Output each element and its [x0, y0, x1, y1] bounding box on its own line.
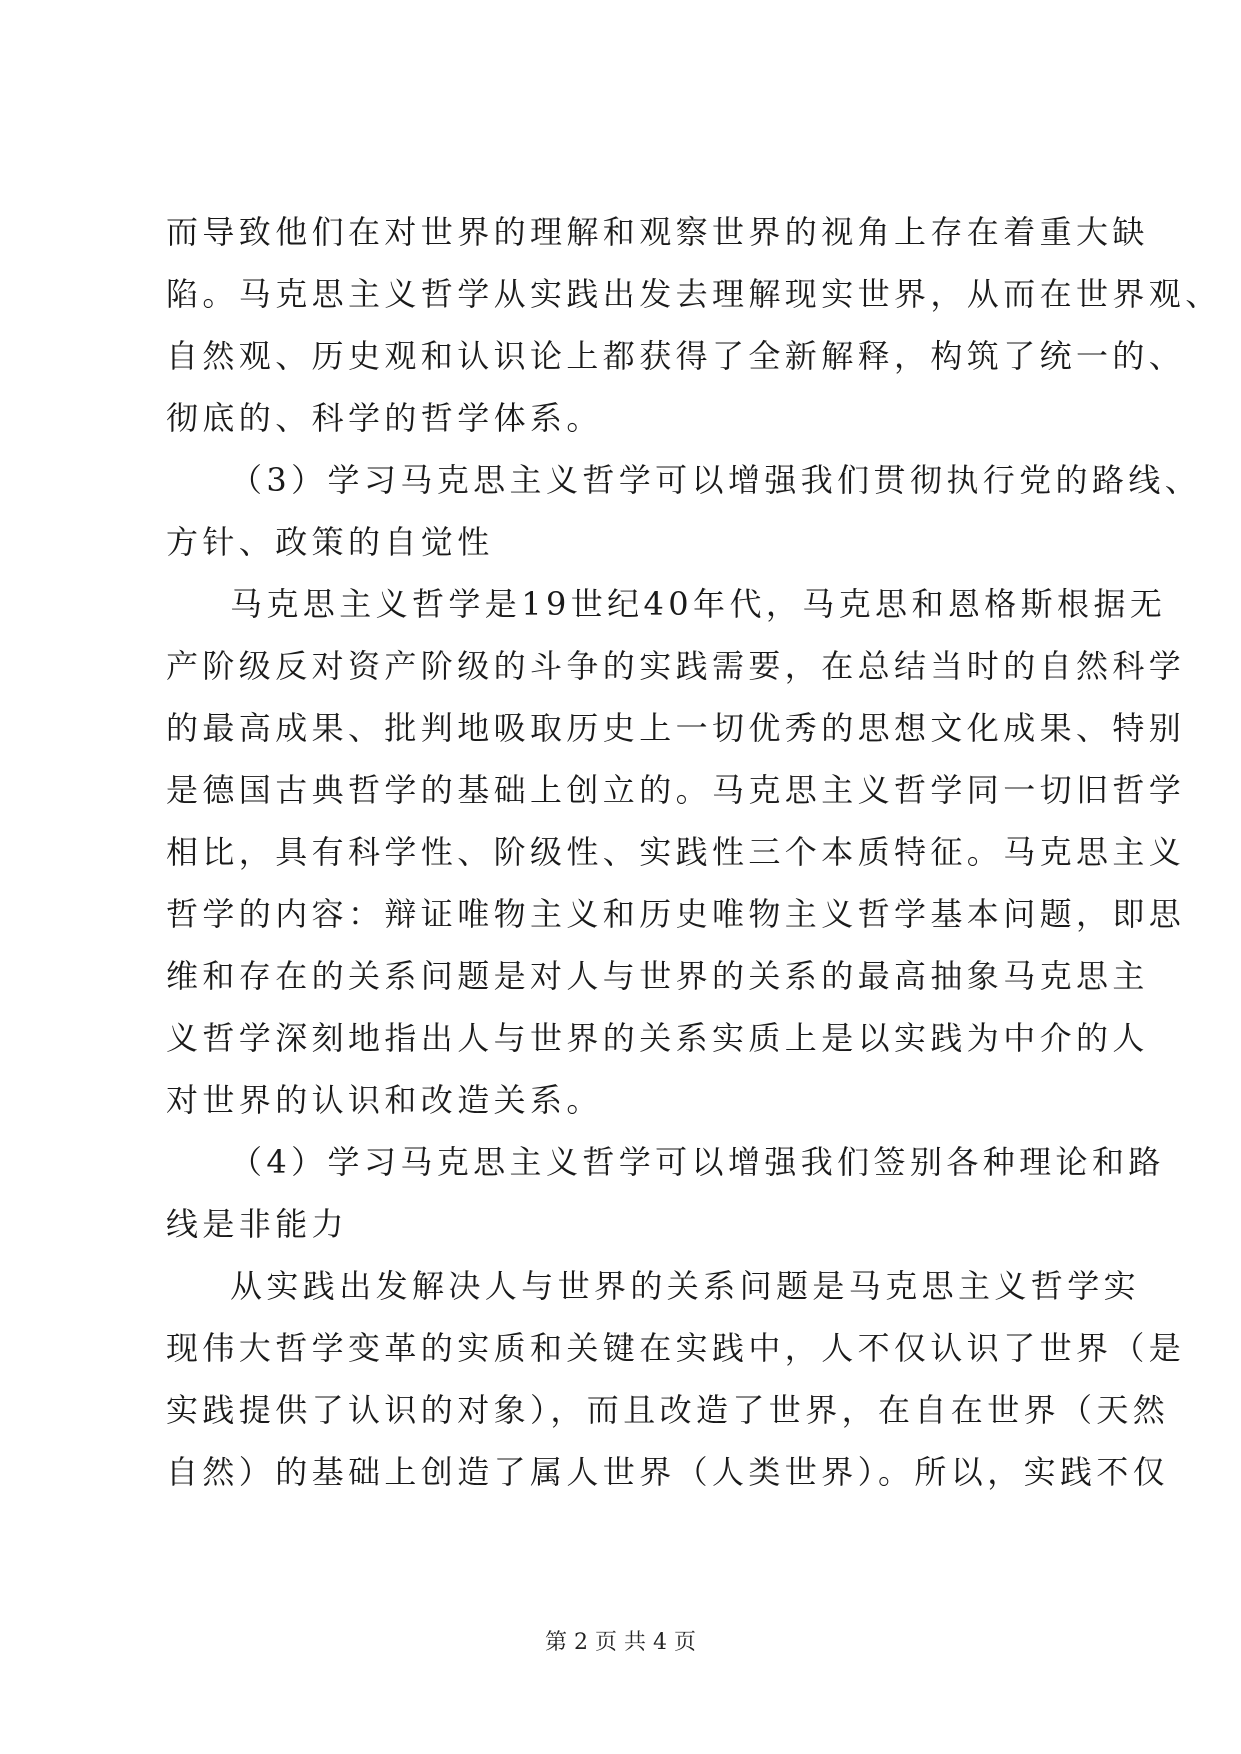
text-line: 陷。马克思主义哲学从实践出发去理解现实世界，从而在世界观、: [166, 275, 1222, 313]
text-line: 实践提供了认识的对象），而且改造了世界，在自在世界（天然: [166, 1391, 1170, 1429]
text-line: 维和存在的关系问题是对人与世界的关系的最高抽象马克思主: [166, 957, 1149, 995]
text-line: 相比，具有科学性、阶级性、实践性三个本质特征。马克思主义: [166, 833, 1186, 871]
section-heading-4: （4）学习马克思主义哲学可以增强我们签别各种理论和路: [230, 1143, 1165, 1181]
section-heading-3: （3）学习马克思主义哲学可以增强我们贯彻执行党的路线、: [230, 461, 1202, 499]
page-number-footer: 第 2 页 共 4 页: [545, 1630, 696, 1655]
text-line: 产阶级反对资产阶级的斗争的实践需要，在总结当时的自然科学: [166, 647, 1186, 685]
text-line: 对世界的认识和改造关系。: [166, 1081, 603, 1119]
text-line: 自然）的基础上创造了属人世界（人类世界）。所以，实践不仅: [166, 1453, 1170, 1491]
section-heading-4-cont: 线是非能力: [166, 1205, 349, 1243]
text-line: 现伟大哲学变革的实质和关键在实践中，人不仅认识了世界（是: [166, 1329, 1186, 1367]
paragraph-start: 马克思主义哲学是19世纪40年代，马克思和恩格斯根据无: [230, 585, 1167, 623]
text-line: 是德国古典哲学的基础上创立的。马克思主义哲学同一切旧哲学: [166, 771, 1186, 809]
text-line: 自然观、历史观和认识论上都获得了全新解释，构筑了统一的、: [166, 337, 1186, 375]
paragraph-start: 从实践出发解决人与世界的关系问题是马克思主义哲学实: [230, 1267, 1141, 1305]
text-line: 哲学的内容：辩证唯物主义和历史唯物主义哲学基本问题，即思: [166, 895, 1186, 933]
section-heading-3-cont: 方针、政策的自觉性: [166, 523, 494, 561]
text-line: 而导致他们在对世界的理解和观察世界的视角上存在着重大缺: [166, 213, 1149, 251]
text-line: 的最高成果、批判地吸取历史上一切优秀的思想文化成果、特别: [166, 709, 1186, 747]
text-line: 彻底的、科学的哲学体系。: [166, 399, 603, 437]
text-line: 义哲学深刻地指出人与世界的关系实质上是以实践为中介的人: [166, 1019, 1149, 1057]
